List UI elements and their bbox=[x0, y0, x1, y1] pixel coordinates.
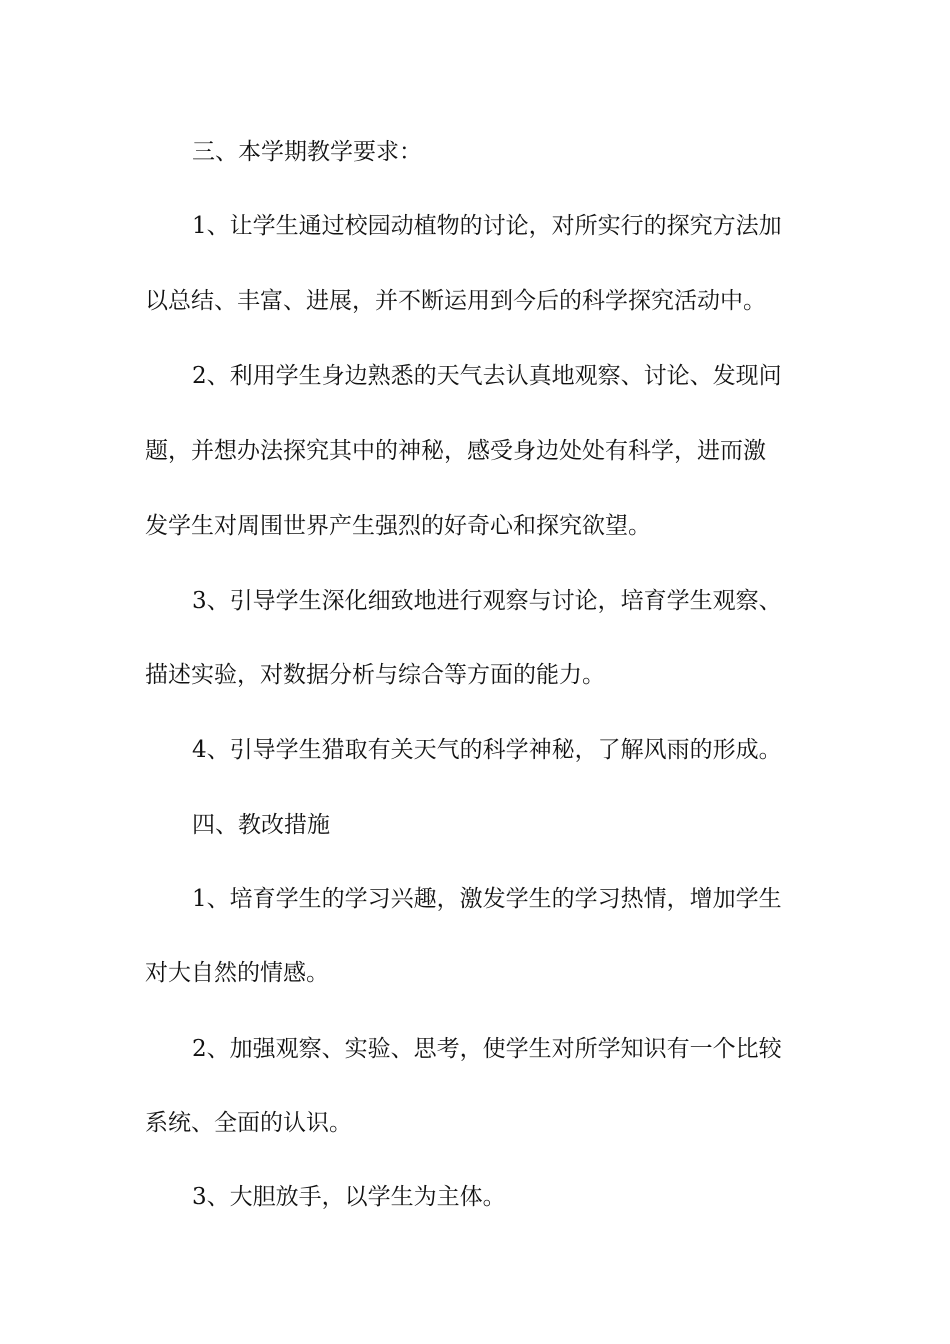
paragraph-line: 3、大胆放手，以学生为主体。 bbox=[192, 1184, 506, 1210]
paragraph-line: 1、让学生通过校园动植物的讨论，对所实行的探究方法加 bbox=[192, 213, 782, 239]
paragraph-line: 3、引导学生深化细致地进行观察与讨论，培育学生观察、 bbox=[192, 588, 782, 614]
paragraph-line: 2、利用学生身边熟悉的天气去认真地观察、讨论、发现问 bbox=[192, 363, 782, 389]
paragraph-line: 系统、全面的认识。 bbox=[145, 1110, 352, 1136]
paragraph-line: 描述实验，对数据分析与综合等方面的能力。 bbox=[145, 662, 605, 688]
paragraph-line: 2、加强观察、实验、思考，使学生对所学知识有一个比较 bbox=[192, 1036, 782, 1062]
paragraph-line: 以总结、丰富、进展，并不断运用到今后的科学探究活动中。 bbox=[145, 288, 766, 314]
paragraph-line: 题，并想办法探究其中的神秘，感受身边处处有科学，进而激 bbox=[145, 438, 766, 464]
paragraph-line: 1、培育学生的学习兴趣，激发学生的学习热情，增加学生 bbox=[192, 886, 782, 912]
section-heading-requirements: 三、本学期教学要求： bbox=[192, 139, 422, 165]
paragraph-line: 4、引导学生猎取有关天气的科学神秘，了解风雨的形成。 bbox=[192, 737, 782, 763]
paragraph-line: 发学生对周围世界产生强烈的好奇心和探究欲望。 bbox=[145, 513, 651, 539]
section-heading-measures: 四、教改措施 bbox=[192, 812, 330, 838]
paragraph-line: 对大自然的情感。 bbox=[145, 960, 329, 986]
